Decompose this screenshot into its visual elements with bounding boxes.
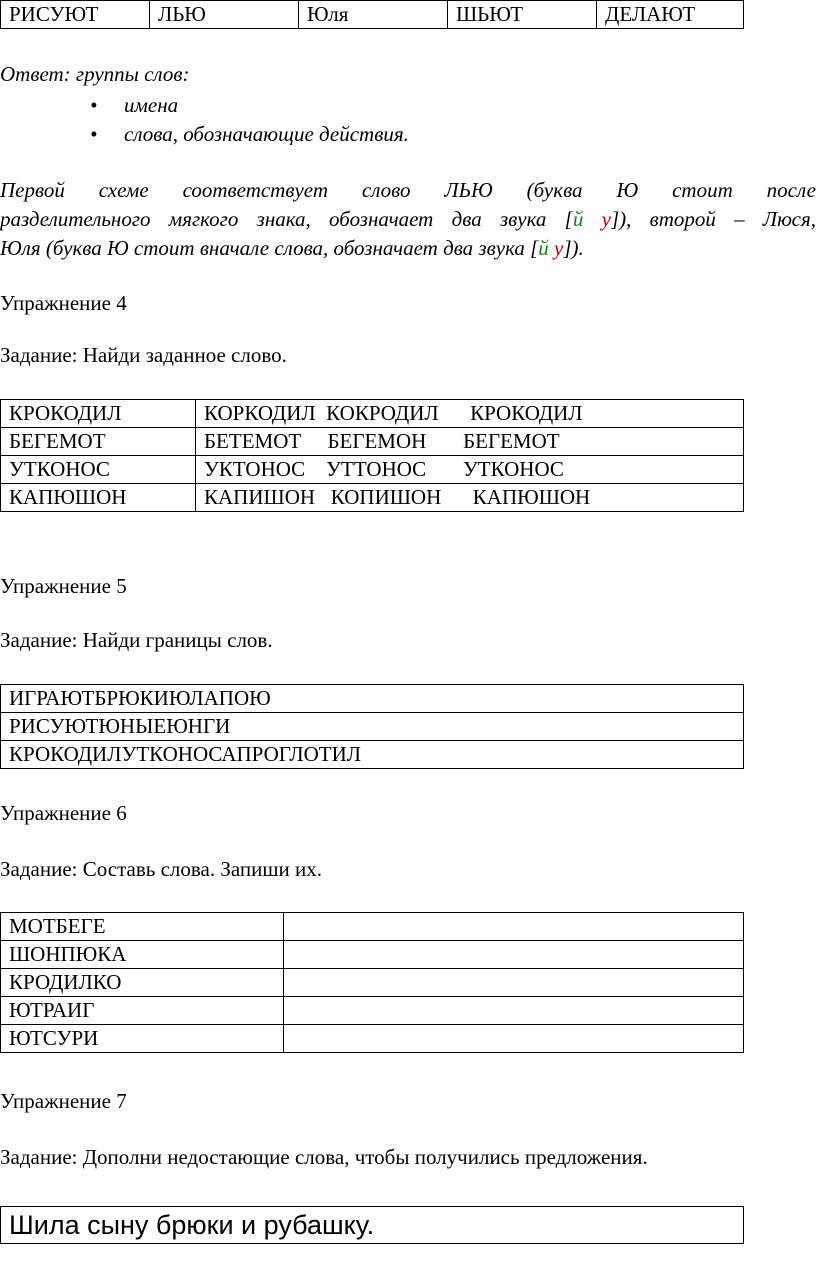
table-row — [1, 685, 744, 713]
table-row — [1, 456, 744, 484]
ex5-cell: РИСУЮТЮНЫЕЮНГИ — [1, 713, 744, 741]
top-word-cell: РИСУЮТ — [1, 1, 150, 29]
ex6-scrambled-cell: ЮТРАИГ — [1, 997, 284, 1025]
explanation-line: Первой схеме соответствует слово ЛЬЮ (буква Ю стоит после — [0, 178, 816, 202]
ex6-task: Задание: Составь слова. Запиши их. — [0, 857, 323, 881]
table-row — [1, 713, 744, 741]
ex6-answer-cell[interactable] — [284, 913, 744, 941]
table-row — [1, 941, 744, 969]
top-words-table — [0, 0, 744, 29]
ex4-table — [0, 399, 744, 512]
ex4-target-cell: УТКОНОС — [1, 456, 196, 484]
ex4-options-cell: УКТОНОС УТТОНОС УТКОНОС — [196, 456, 744, 484]
explanation-line: разделительного мягкого знака, обозначает два звука [й у]), второй – Люся, — [0, 207, 816, 231]
ex7-task: Задание: Дополни недостающие слова, чтобы получились предложения. — [0, 1145, 648, 1169]
sound-u: у — [601, 207, 611, 231]
table-row — [1, 428, 744, 456]
table-row — [1, 997, 744, 1025]
table-row — [1, 400, 744, 428]
ex7-heading: Упражнение 7 — [0, 1089, 127, 1113]
ex6-answer-cell[interactable] — [284, 969, 744, 997]
answer-title: Ответ: группы слов: — [0, 62, 190, 86]
explanation-line: Юля (буква Ю стоит вначале слова, обозначает два звука [й у]). — [0, 236, 584, 260]
ex6-scrambled-cell: ШОНПЮКА — [1, 941, 284, 969]
table-row — [1, 913, 744, 941]
ex4-target-cell: КАПЮШОН — [1, 484, 196, 512]
sound-u: у — [554, 236, 564, 260]
table-row — [1, 1207, 744, 1244]
ex4-task: Задание: Найди заданное слово. — [0, 343, 287, 367]
top-word-cell: Юля — [299, 1, 448, 29]
sound-y: й — [538, 236, 549, 260]
ex6-table — [0, 912, 744, 1053]
top-word-cell: ДЕЛАЮТ — [597, 1, 744, 29]
ex5-task: Задание: Найди границы слов. — [0, 628, 273, 652]
ex5-cell: КРОКОДИЛУТКОНОСАПРОГЛОТИЛ — [1, 741, 744, 769]
ex5-cell: ИГРАЮТБРЮКИЮЛАПОЮ — [1, 685, 744, 713]
ex4-options-cell: КОРКОДИЛ КОКРОДИЛ КРОКОДИЛ — [196, 400, 744, 428]
ex4-target-cell: КРОКОДИЛ — [1, 400, 196, 428]
top-word-cell: ШЬЮТ — [448, 1, 597, 29]
table-row — [1, 484, 744, 512]
ex6-scrambled-cell: КРОДИЛКО — [1, 969, 284, 997]
explanation-paragraph — [0, 176, 816, 263]
answer-bullet: • слова, обозначающие действия. — [124, 120, 409, 149]
table-row — [1, 741, 744, 769]
ex4-heading: Упражнение 4 — [0, 291, 127, 315]
table-row — [1, 1025, 744, 1053]
ex7-sentence-cell: Шила сыну брюки и рубашку. — [1, 1207, 744, 1244]
ex5-heading: Упражнение 5 — [0, 574, 127, 598]
ex6-answer-cell[interactable] — [284, 941, 744, 969]
ex4-options-cell: БЕТЕМОТ БЕГЕМОН БЕГЕМОТ — [196, 428, 744, 456]
ex6-scrambled-cell: МОТБЕГЕ — [1, 913, 284, 941]
ex4-target-cell: БЕГЕМОТ — [1, 428, 196, 456]
ex6-answer-cell[interactable] — [284, 1025, 744, 1053]
ex7-table — [0, 1206, 744, 1244]
top-word-cell: ЛЬЮ — [150, 1, 299, 29]
ex6-scrambled-cell: ЮТСУРИ — [1, 1025, 284, 1053]
table-row — [1, 969, 744, 997]
answer-bullet: • имена — [124, 91, 409, 120]
ex6-answer-cell[interactable] — [284, 997, 744, 1025]
answer-list — [124, 91, 409, 149]
ex5-table — [0, 684, 744, 769]
ex4-options-cell: КАПИШОН КОПИШОН КАПЮШОН — [196, 484, 744, 512]
ex6-heading: Упражнение 6 — [0, 801, 127, 825]
sound-y: й — [572, 207, 584, 231]
